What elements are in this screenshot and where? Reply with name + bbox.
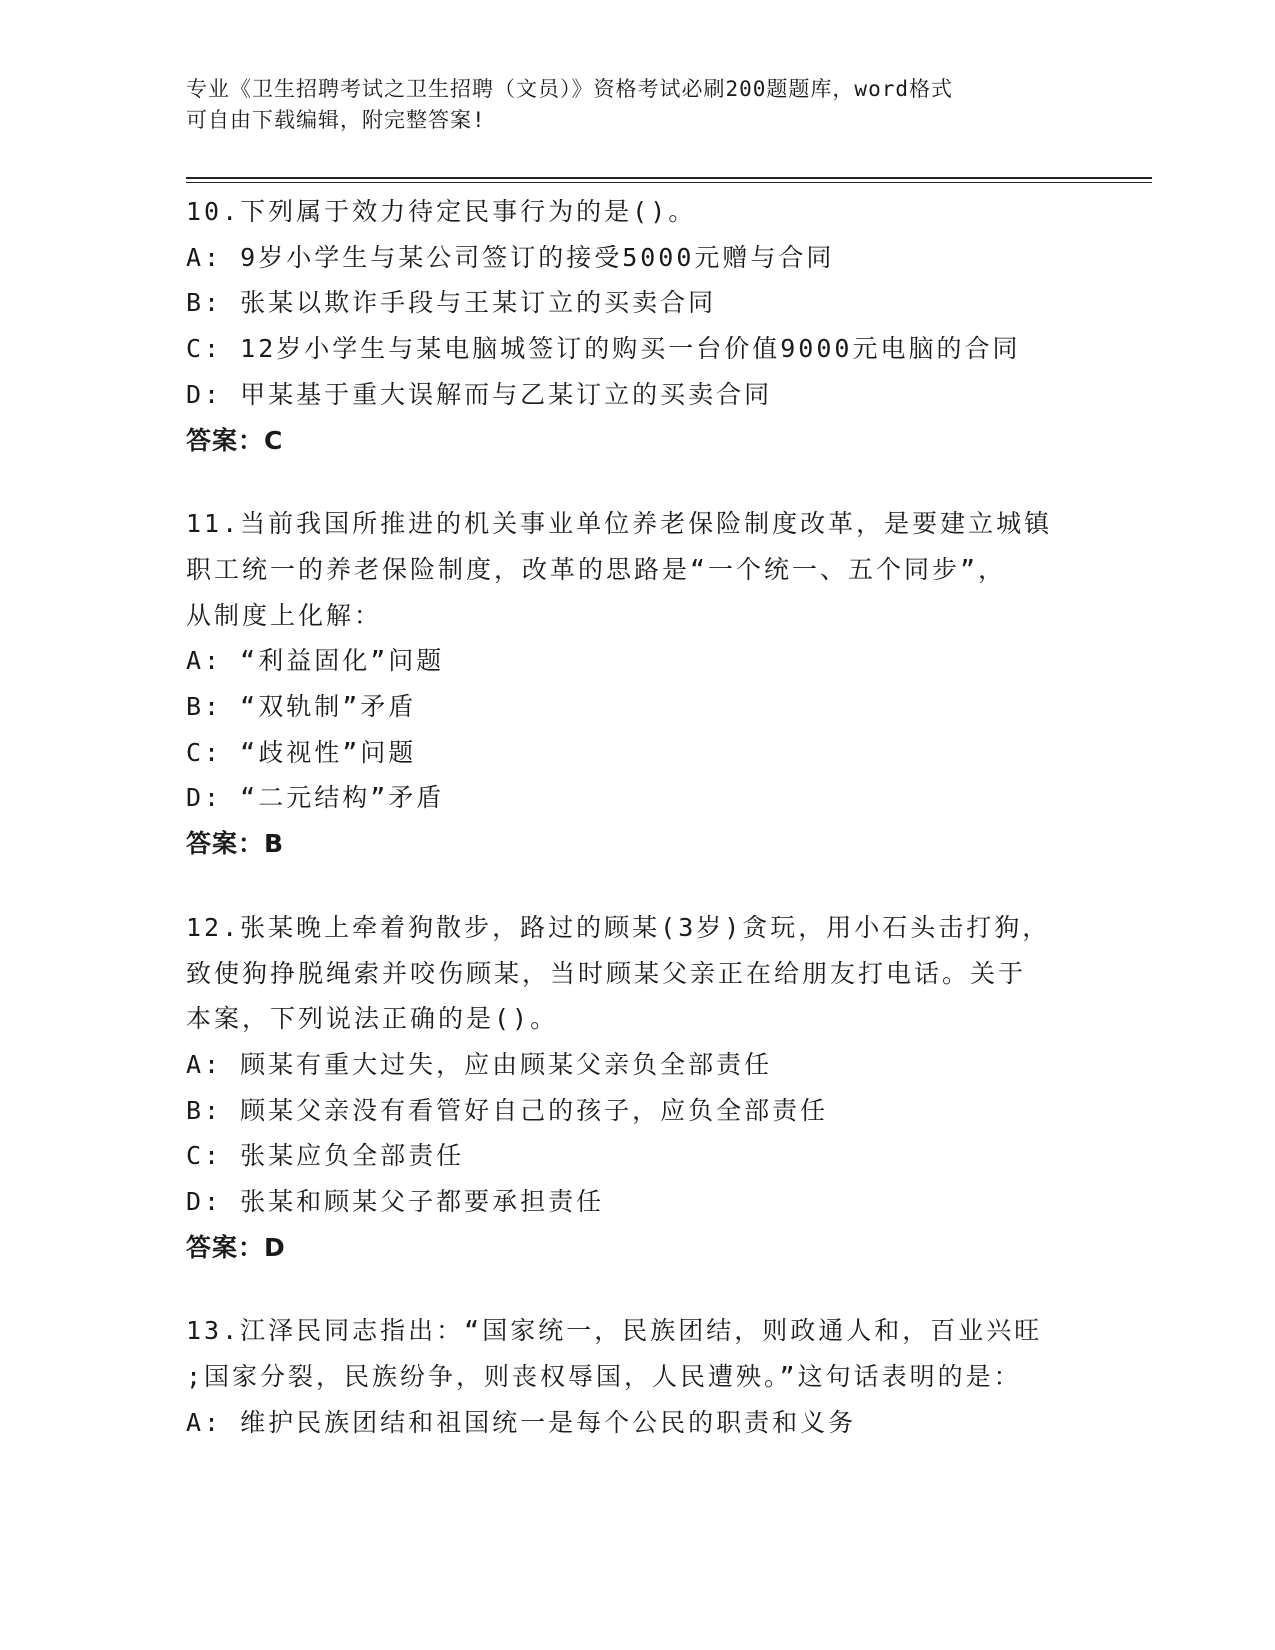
option-a: A: 9岁小学生与某公司签订的接受5000元赠与合同 [186,242,835,272]
answer: 答案：C [186,425,284,455]
question-stem-line: ;国家分裂，民族纷争，则丧权辱国，人民遭殃。”这句话表明的是： [186,1362,1022,1392]
header-line-1: 专业《卫生招聘考试之卫生招聘（文员）》资格考试必刷200题题库，word格式 [186,77,953,101]
option-a: A: “利益固化”问题 [186,646,445,676]
option-a: A: 顾某有重大过失，应由顾某父亲负全部责任 [186,1049,773,1079]
question-13 [186,1308,1086,1445]
header-line-2: 可自由下载编辑，附完整答案! [186,108,486,132]
header-divider-thin [186,182,1152,183]
option-b: B: 顾某父亲没有看管好自己的孩子，应负全部责任 [186,1095,829,1125]
question-10 [186,189,1086,463]
question-stem-line: 12.张某晚上牵着狗散步，路过的顾某(3岁)贪玩，用小石头击打狗， [186,912,1051,942]
option-d: D: “二元结构”矛盾 [186,783,445,813]
question-stem-line: 11.当前我国所推进的机关事业单位养老保险制度改革，是要建立城镇 [186,509,1053,539]
question-stem-line: 从制度上化解： [186,600,383,630]
option-c: C: 12岁小学生与某电脑城签订的购买一台价值9000元电脑的合同 [186,334,1021,364]
question-12 [186,905,1086,1271]
option-c: C: “歧视性”问题 [186,737,417,767]
document-header [186,74,1086,136]
option-c: C: 张某应负全部责任 [186,1141,465,1171]
question-11 [186,501,1086,867]
header-divider-thick [186,177,1152,179]
answer: 答案：B [186,829,285,859]
answer: 答案：D [186,1232,286,1262]
question-stem-line: 职工统一的养老保险制度，改革的思路是“一个统一、五个同步”， [186,554,1007,584]
question-stem-line: 10.下列属于效力待定民事行为的是()。 [186,197,697,226]
option-d: D: 张某和顾某父子都要承担责任 [186,1187,605,1217]
option-b: B: “双轨制”矛盾 [186,692,417,722]
question-stem-line: 本案，下列说法正确的是()。 [186,1004,559,1034]
option-d: D: 甲某基于重大误解而与乙某订立的买卖合同 [186,379,773,409]
option-a: A: 维护民族团结和祖国统一是每个公民的职责和义务 [186,1407,857,1437]
option-b: B: 张某以欺诈手段与王某订立的买卖合同 [186,288,717,318]
question-stem-line: 致使狗挣脱绳索并咬伤顾某，当时顾某父亲正在给朋友打电话。关于 [186,958,1027,988]
question-stem-line: 13.江泽民同志指出：“国家统一，民族团结，则政通人和，百业兴旺 [186,1316,1043,1346]
question-list [186,189,1086,1484]
